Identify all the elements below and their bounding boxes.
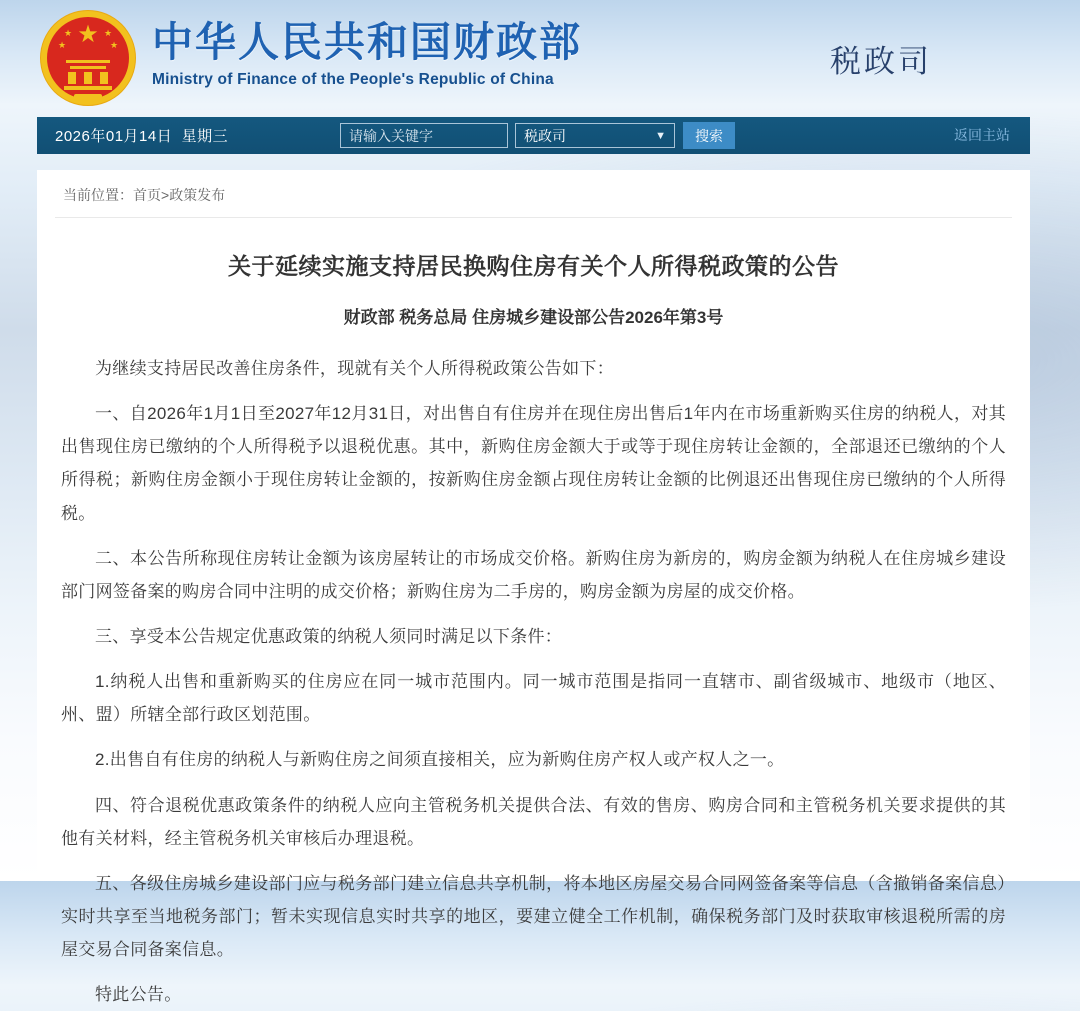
site-title-en: Ministry of Finance of the People's Republic of China — [152, 71, 554, 89]
article — [37, 218, 1030, 1011]
search-scope-value: 税政司 — [524, 127, 566, 144]
site-title-zh: 中华人民共和国财政部 — [152, 19, 582, 65]
article-paragraph: 四、符合退税优惠政策条件的纳税人应向主管税务机关提供合法、有效的售房、购房合同和主管税务机关要求提供的其他有关材料，经主管税务机关审核后办理退税。 — [61, 795, 1006, 848]
current-date: 2026年01月14日 星期三 — [55, 128, 229, 145]
article-subtitle: 财政部 税务总局 住房城乡建设部公告2026年第3号 — [343, 308, 724, 327]
breadcrumb-separator: > — [161, 187, 170, 203]
article-paragraph: 二、本公告所称现住房转让金额为该房屋转让的市场成交价格。新购住房为新房的，购房金额为纳税人在住房城乡建设部门网签备案的购房合同中注明的成交价格；新购住房为二手房的，购房金额为房屋的成交价格。 — [61, 548, 1006, 601]
return-home-link[interactable]: 返回主站 — [954, 127, 1010, 143]
svg-text:★: ★ — [57, 40, 67, 50]
department-title: 税政司 — [830, 44, 932, 79]
article-paragraph: 2.出售自有住房的纳税人与新购住房之间须直接相关，应为新购住房产权人或产权人之一。 — [95, 750, 785, 770]
article-paragraph: 1.纳税人出售和重新购买的住房应在同一城市范围内。同一城市范围是指同一直辖市、副省级城市、地级市（地区、州、盟）所辖全部行政区划范围。 — [61, 672, 1006, 725]
article-paragraph: 特此公告。 — [95, 985, 182, 1005]
breadcrumb-label: 当前位置： — [63, 187, 133, 203]
article-paragraph: 五、各级住房城乡建设部门应与税务部门建立信息共享机制，将本地区房屋交易合同网签备案等信息（含撤销备案信息）实时共享至当地税务部门；暂未实现信息实时共享的地区，要建立健全工作机制，确保税务部门及时获取审核退税所需的房屋交易合同备案信息。 — [61, 873, 1006, 960]
content-box — [37, 170, 1030, 1005]
article-paragraph: 三、享受本公告规定优惠政策的纳税人须同时满足以下条件： — [95, 626, 563, 646]
article-paragraph: 为继续支持居民改善住房条件，现就有关个人所得税政策公告如下： — [95, 359, 614, 378]
breadcrumb-current-link[interactable]: 政策发布 — [169, 187, 226, 203]
svg-text:★: ★ — [63, 28, 73, 38]
navbar — [37, 117, 1030, 154]
breadcrumb-home-link[interactable]: 首页 — [133, 187, 161, 203]
search-scope-select[interactable] — [515, 123, 675, 148]
site-header — [0, 0, 1080, 117]
emblem-big-star: ★ — [77, 21, 99, 48]
svg-text:★: ★ — [103, 28, 113, 38]
search-button[interactable]: 搜索 — [683, 122, 735, 149]
chevron-down-icon: ▼ — [655, 129, 666, 142]
article-title: 关于延续实施支持居民换购住房有关个人所得税政策的公告 — [228, 253, 839, 279]
breadcrumb — [55, 170, 1012, 218]
article-paragraph: 一、自2026年1月1日至2027年12月31日，对出售自有住房并在现住房出售后1年内在市场重新购买住房的纳税人，对其出售现住房已缴纳的个人所得税予以退税优惠。其中，新购住房金额大于或等于现住房转让金额的，全部退还已缴纳的个人所得税；新购住房金额小于现住房转让金额的，按新购住房金额占现住房转让金额的比例退还出售现住房已缴纳的个人所得税。 — [61, 404, 1006, 523]
article-body — [61, 352, 1006, 1011]
svg-text:★: ★ — [109, 40, 119, 50]
brand-block — [152, 20, 582, 89]
search-input[interactable] — [340, 123, 508, 148]
national-emblem-icon — [38, 8, 138, 108]
